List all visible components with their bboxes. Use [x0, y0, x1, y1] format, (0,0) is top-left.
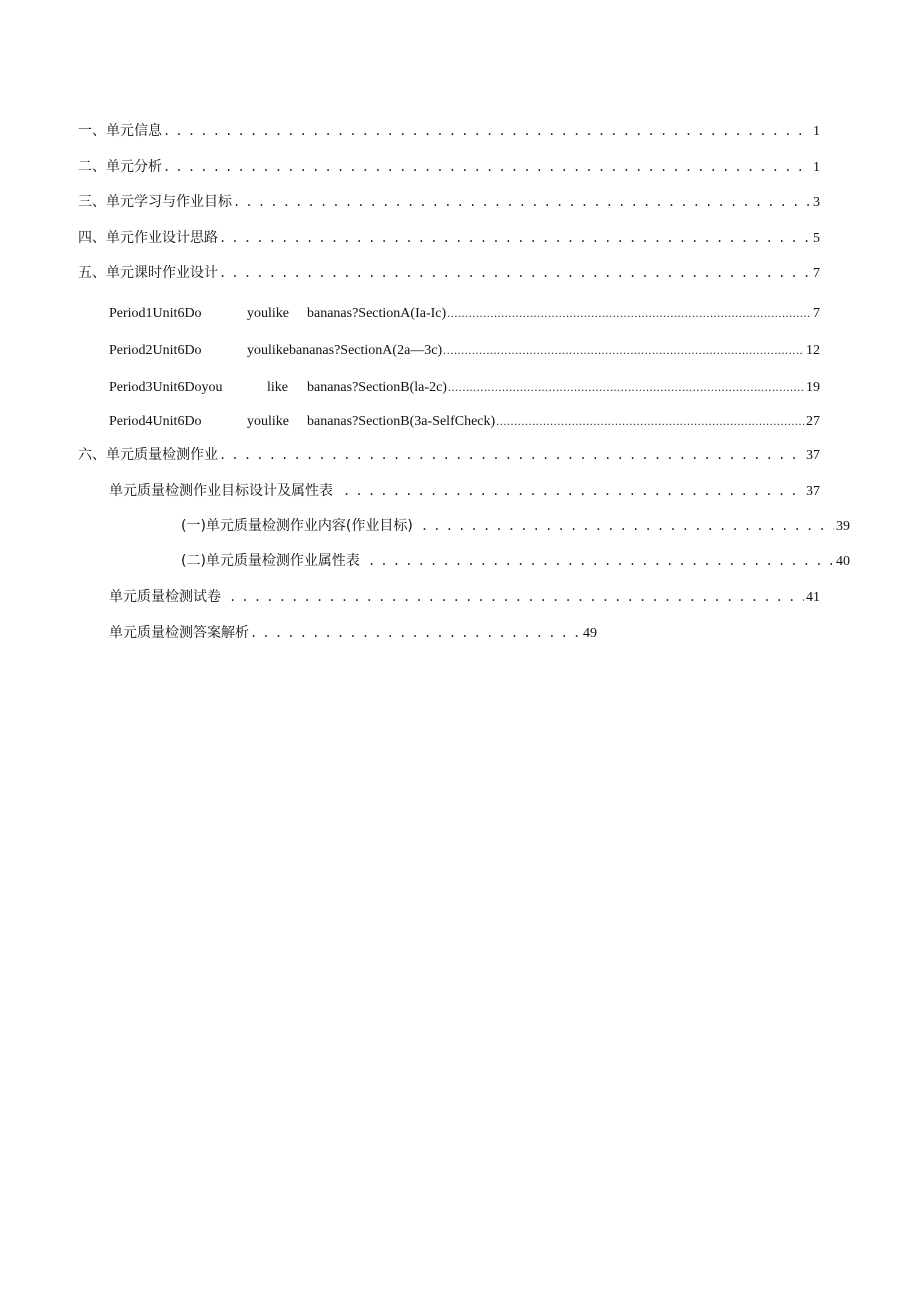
toc-leader-dots	[448, 378, 804, 396]
toc-page-number: 49	[583, 626, 597, 641]
toc-leader-dots	[443, 341, 804, 359]
toc-leader-dots	[219, 229, 811, 247]
toc-title-part: youlike	[247, 306, 289, 321]
toc-title-part: like	[267, 380, 288, 395]
toc-page-number: 1	[813, 124, 820, 139]
toc-entry-title: 六、单元质量检测作业	[78, 447, 218, 463]
toc-leader-dots	[219, 446, 804, 464]
toc-page-number: 27	[806, 414, 820, 429]
toc-leader-dots	[343, 482, 804, 500]
toc-entry-quality-exam[interactable]	[109, 588, 820, 607]
toc-title-part: bananas?SectionB(3a-SelfCheck)	[307, 414, 496, 429]
toc-page-number: 1	[813, 160, 820, 175]
toc-page-number: 41	[806, 590, 820, 605]
toc-page-number: 37	[806, 484, 820, 499]
toc-title-part: bananas?SectionB(la-2c)	[307, 380, 447, 395]
toc-title-part: youlikebananas?SectionA(2a—3c)	[247, 343, 443, 358]
toc-entry-title	[109, 413, 495, 431]
toc-page-number: 3	[813, 195, 820, 210]
toc-entry-title: 一、单元信息	[78, 123, 162, 139]
toc-entry-title: 二、单元分析	[78, 159, 162, 175]
toc-leader-dots	[421, 517, 834, 535]
toc-entry-title: 单元质量检测作业目标设计及属性表	[109, 483, 333, 499]
toc-entry-title: 单元质量检测答案解析	[109, 625, 249, 641]
toc-leader-dots	[368, 552, 834, 570]
toc-entry-period-1[interactable]	[109, 304, 820, 323]
toc-entry-quality-goal-design[interactable]	[109, 482, 820, 501]
toc-leader-dots	[496, 412, 804, 430]
toc-leader-dots	[219, 264, 811, 282]
toc-entry-title: 三、单元学习与作业目标	[78, 194, 232, 210]
toc-entry-title	[109, 342, 442, 360]
toc-title-part: Period2Unit6Do	[109, 343, 202, 358]
toc-leader-dots	[163, 158, 811, 176]
toc-page-number: 37	[806, 448, 820, 463]
toc-entry-period-2[interactable]	[109, 341, 820, 360]
toc-entry-title: (一)单元质量检测作业内容(作业目标)	[181, 518, 413, 534]
toc-leader-dots	[447, 304, 811, 322]
toc-entry-unit-info[interactable]	[78, 122, 820, 141]
toc-entry-quality-check[interactable]	[78, 446, 820, 465]
toc-leader-dots	[163, 122, 811, 140]
toc-entry-design-ideas[interactable]	[78, 229, 820, 248]
toc-entry-quality-attributes[interactable]	[181, 552, 850, 571]
toc-entry-period-3[interactable]	[109, 378, 820, 397]
toc-title-part: Period3Unit6Doyou	[109, 380, 223, 395]
toc-entry-title: 四、单元作业设计思路	[78, 230, 218, 246]
toc-page-number: 5	[813, 231, 820, 246]
toc-title-part: bananas?SectionA(Ia-Ic)	[307, 306, 447, 321]
toc-page-number: 12	[806, 343, 820, 358]
toc-entry-title	[109, 305, 446, 323]
toc-entry-title: 单元质量检测试卷	[109, 589, 221, 605]
toc-entry-unit-analysis[interactable]	[78, 158, 820, 177]
toc-page-number: 40	[836, 554, 850, 569]
toc-leader-dots	[229, 588, 804, 606]
toc-entry-quality-answers[interactable]	[109, 624, 597, 643]
toc-page-number: 7	[813, 306, 820, 321]
toc-page-number: 7	[813, 266, 820, 281]
toc-entry-title: 五、单元课时作业设计	[78, 265, 218, 281]
toc-page-number: 39	[836, 519, 850, 534]
toc-entry-title: (二)单元质量检测作业属性表	[181, 553, 360, 569]
toc-page-number: 19	[806, 380, 820, 395]
toc-title-part: youlike	[247, 414, 289, 429]
toc-title-part: Period1Unit6Do	[109, 306, 202, 321]
toc-leader-dots	[233, 193, 811, 211]
toc-entry-lesson-design[interactable]	[78, 264, 820, 283]
toc-entry-period-4[interactable]	[109, 412, 820, 431]
toc-entry-quality-content[interactable]	[181, 517, 850, 536]
toc-title-part: Period4Unit6Do	[109, 414, 202, 429]
toc-entry-learning-goals[interactable]	[78, 193, 820, 212]
toc-entry-title	[109, 379, 447, 397]
toc-leader-dots	[250, 624, 581, 642]
